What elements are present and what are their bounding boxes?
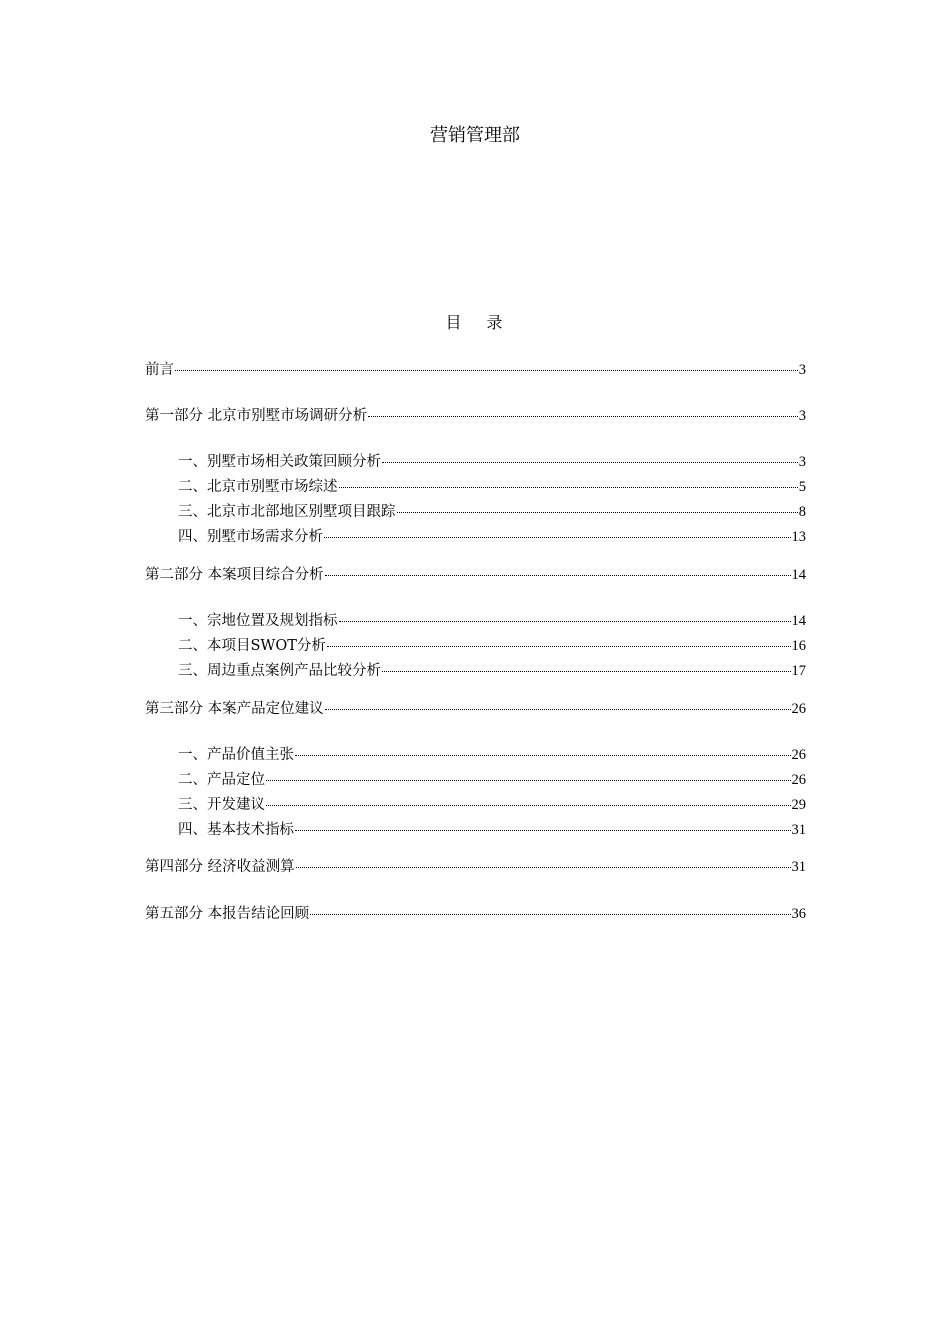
toc-entry-3-4[interactable] bbox=[178, 820, 806, 840]
toc-entry-3-1[interactable] bbox=[178, 745, 806, 765]
toc-entry-label: 三、北京市北部地区别墅项目跟踪 bbox=[178, 504, 396, 520]
toc-entry-part-5[interactable] bbox=[145, 904, 806, 924]
toc-entry-part-2[interactable] bbox=[145, 565, 806, 585]
toc-entry-label: 第一部分 北京市别墅市场调研分析 bbox=[145, 408, 368, 424]
toc-entry-2-3[interactable] bbox=[178, 661, 806, 681]
dot-leader bbox=[368, 416, 798, 417]
dot-leader bbox=[310, 914, 790, 915]
toc-entry-1-2[interactable] bbox=[178, 477, 806, 497]
toc-entry-label: 第二部分 本案项目综合分析 bbox=[145, 567, 324, 583]
toc-entry-1-3[interactable] bbox=[178, 502, 806, 522]
toc-entry-3-3[interactable] bbox=[178, 795, 806, 815]
toc-entry-label: 第三部分 本案产品定位建议 bbox=[145, 701, 324, 717]
toc-entry-label: 前言 bbox=[145, 362, 174, 378]
dot-leader bbox=[266, 780, 791, 781]
toc-entry-label: 四、别墅市场需求分析 bbox=[178, 529, 323, 545]
toc-entry-3-2[interactable] bbox=[178, 770, 806, 790]
toc-entry-label: 四、基本技术指标 bbox=[178, 822, 294, 838]
toc-entry-label: 三、周边重点案例产品比较分析 bbox=[178, 663, 381, 679]
dot-leader bbox=[325, 575, 791, 576]
toc-page-number: 31 bbox=[791, 859, 806, 875]
toc-page-number: 26 bbox=[791, 772, 806, 788]
toc-entry-preface[interactable] bbox=[145, 360, 806, 380]
toc-entry-label: 二、北京市别墅市场综述 bbox=[178, 479, 338, 495]
toc-entry-label: 第四部分 经济收益测算 bbox=[145, 859, 295, 875]
dot-leader bbox=[382, 671, 791, 672]
toc-title: 目 录 bbox=[445, 313, 513, 332]
toc-entry-part-4[interactable] bbox=[145, 857, 806, 877]
dot-leader bbox=[397, 512, 798, 513]
dot-leader bbox=[175, 370, 798, 371]
toc-entry-label: 第五部分 本报告结论回顾 bbox=[145, 906, 310, 922]
toc-page-number: 3 bbox=[798, 362, 806, 378]
toc-entry-label: 一、产品价值主张 bbox=[178, 747, 294, 763]
dot-leader bbox=[296, 867, 791, 868]
toc-page-number: 8 bbox=[798, 504, 806, 520]
toc-entry-label: 三、开发建议 bbox=[178, 797, 265, 813]
toc-entry-part-3[interactable] bbox=[145, 699, 806, 719]
dot-leader bbox=[339, 621, 791, 622]
toc-entry-2-1[interactable] bbox=[178, 611, 806, 631]
toc-page-number: 14 bbox=[791, 567, 806, 583]
toc-page-number: 14 bbox=[791, 613, 806, 629]
toc-entry-part-1[interactable] bbox=[145, 406, 806, 426]
toc-entry-label: 二、产品定位 bbox=[178, 772, 265, 788]
dot-leader bbox=[339, 487, 798, 488]
toc-page-number: 29 bbox=[791, 797, 806, 813]
toc-entry-2-2[interactable] bbox=[178, 636, 806, 656]
toc-page-number: 17 bbox=[791, 663, 806, 679]
toc-page-number: 26 bbox=[791, 747, 806, 763]
toc-entry-1-4[interactable] bbox=[178, 527, 806, 547]
toc-page-number: 16 bbox=[791, 638, 806, 654]
toc-page-number: 5 bbox=[798, 479, 806, 495]
toc-entry-1-1[interactable] bbox=[178, 452, 806, 472]
toc-page-number: 36 bbox=[791, 906, 806, 922]
dot-leader bbox=[295, 755, 791, 756]
dot-leader bbox=[295, 830, 791, 831]
toc-entry-label: 二、本项目SWOT分析 bbox=[178, 638, 326, 654]
department-title: 营销管理部 bbox=[430, 125, 520, 146]
toc-page-number: 3 bbox=[798, 408, 806, 424]
toc-entry-label: 一、别墅市场相关政策回顾分析 bbox=[178, 454, 381, 470]
dot-leader bbox=[266, 805, 791, 806]
toc-page-number: 13 bbox=[791, 529, 806, 545]
dot-leader bbox=[382, 462, 798, 463]
dot-leader bbox=[324, 537, 791, 538]
dot-leader bbox=[325, 709, 791, 710]
toc-page-number: 31 bbox=[791, 822, 806, 838]
toc-page-number: 26 bbox=[791, 701, 806, 717]
dot-leader bbox=[327, 646, 791, 647]
toc-page-number: 3 bbox=[798, 454, 806, 470]
toc-entry-label: 一、宗地位置及规划指标 bbox=[178, 613, 338, 629]
